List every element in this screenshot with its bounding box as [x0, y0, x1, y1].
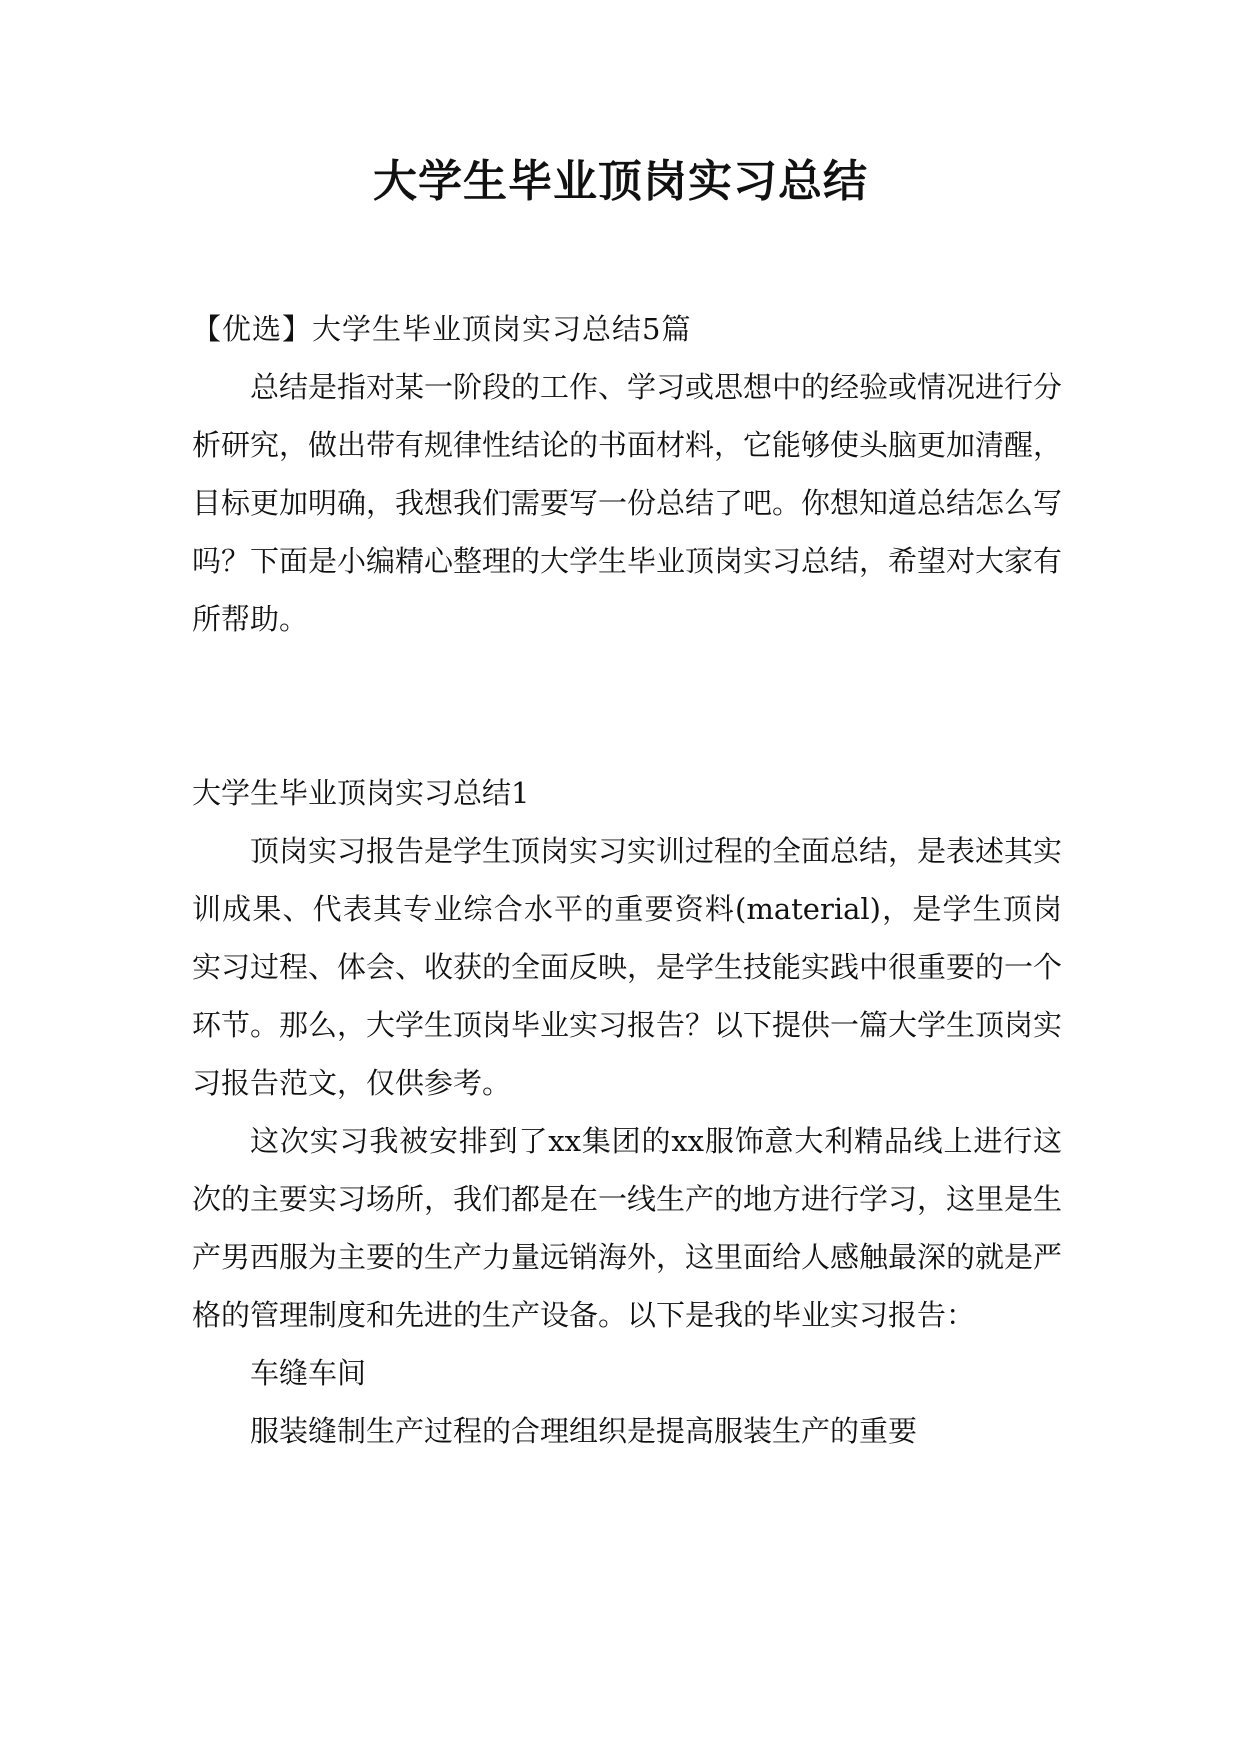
document-body — [192, 300, 1062, 1460]
section-spacer — [192, 648, 1062, 764]
subheading-sewing-workshop: 车缝车间 — [250, 1356, 367, 1390]
intro-paragraph: 总结是指对某一阶段的工作、学习或思想中的经验或情况进行分析研究，做出带有规律性结论的书面材料，它能够使头脑更加清醒，目标更加明确，我想我们需要写一份总结了吧。你想知道总结怎么写吗？下面是小编精心整理的大学生毕业顶岗实习总结，希望对大家有所帮助。 — [192, 370, 1063, 636]
section-heading: 大学生毕业顶岗实习总结1 — [192, 776, 530, 810]
intro-heading: 【优选】大学生毕业顶岗实习总结5篇 — [192, 312, 692, 346]
body-paragraph-1: 顶岗实习报告是学生顶岗实习实训过程的全面总结，是表述其实训成果、代表其专业综合水平的重要资料(material)，是学生顶岗实习过程、体会、收获的全面反映，是学生技能实践中很重要的一个环节。那么，大学生顶岗毕业实习报告？以下提供一篇大学生顶岗实习报告范文，仅供参考。 — [192, 834, 1063, 1100]
document-title: 大学生毕业顶岗实习总结 — [373, 156, 868, 207]
body-paragraph-2: 这次实习我被安排到了xx集团的xx服饰意大利精品线上进行这次的主要实习场所，我们都是在一线生产的地方进行学习，这里是生产男西服为主要的生产力量远销海外，这里面给人感触最深的就是严格的管理制度和先进的生产设备。以下是我的毕业实习报告： — [192, 1124, 1063, 1332]
body-paragraph-3: 服装缝制生产过程的合理组织是提高服装生产的重要 — [250, 1414, 918, 1448]
